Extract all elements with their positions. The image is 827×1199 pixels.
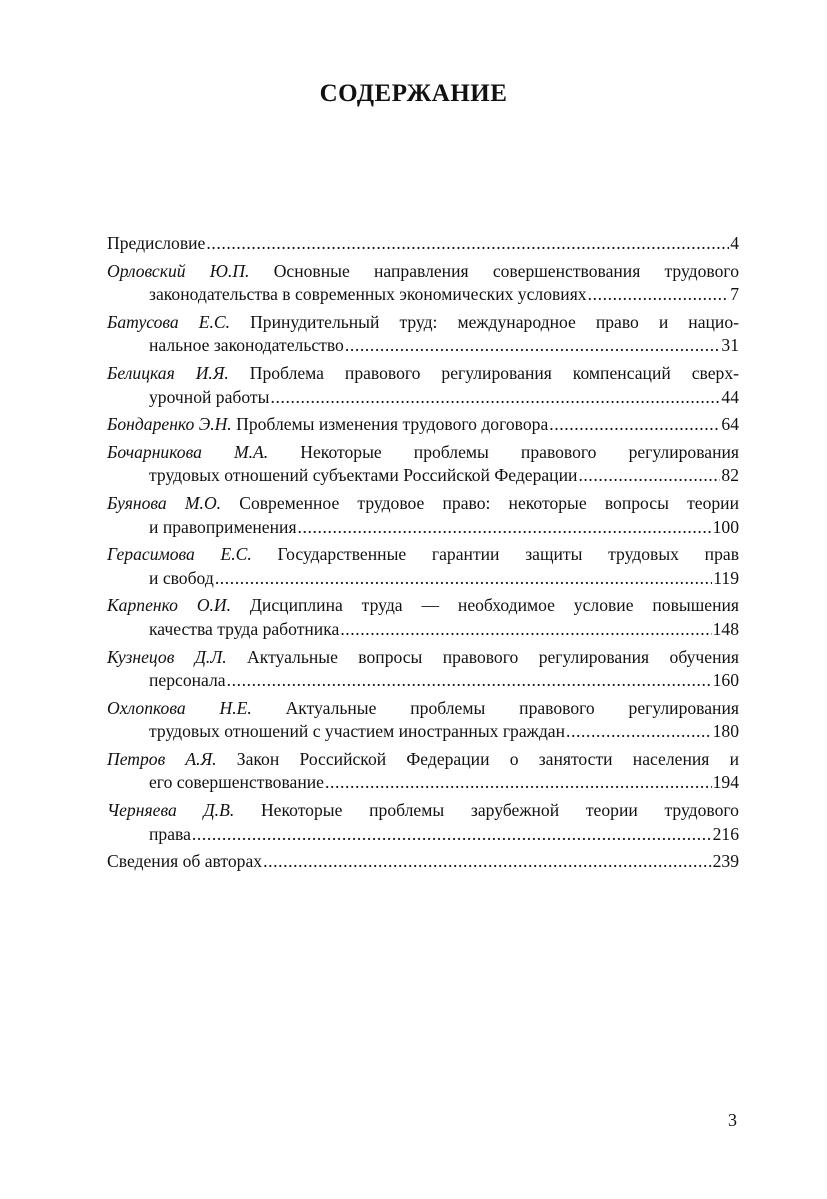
- toc-page-number: 148: [712, 618, 739, 639]
- toc-page-number: 239: [712, 851, 739, 872]
- toc-entry-title-continued: качества труда работника: [149, 618, 340, 639]
- toc-entry-title: Основные направления совершенствования трудового: [273, 260, 739, 281]
- toc-entry-title-continued: трудовых отношений с участием иностранных граждан: [149, 721, 565, 742]
- dot-leader: [227, 669, 712, 693]
- toc-entry-author: Герасимова Е.С.: [107, 544, 252, 565]
- toc-page-number: 7: [730, 284, 739, 305]
- toc-page-number: 160: [712, 670, 739, 691]
- toc-entry-author: Белицкая И.Я.: [107, 362, 229, 383]
- toc-entry-title: Проблемы изменения трудового договора: [236, 414, 549, 435]
- dot-leader: [566, 720, 712, 744]
- toc-entry-title-continued: нальное законодательство: [149, 335, 344, 356]
- toc-page-number: 180: [712, 721, 739, 742]
- toc-page-number: 216: [712, 823, 739, 844]
- toc-entry[interactable]: [107, 799, 739, 846]
- toc-entry[interactable]: [107, 850, 739, 874]
- toc-entry[interactable]: [107, 594, 739, 641]
- toc-entry-author: Карпенко О.И.: [107, 595, 232, 616]
- toc-page-number: 44: [721, 386, 739, 407]
- toc-entry[interactable]: [107, 748, 739, 795]
- toc-entry-author: Батусова Е.С.: [107, 311, 231, 332]
- toc-entry-author: Охлопкова Н.Е.: [107, 697, 252, 718]
- dot-leader: [192, 823, 712, 847]
- toc-entry-title-continued: трудовых отношений субъектами Российской Федерации: [149, 465, 578, 486]
- toc-page-number: 194: [712, 772, 739, 793]
- toc-entry-author: Петров А.Я.: [107, 748, 217, 769]
- toc-entry-title-continued: урочной работы: [149, 386, 270, 407]
- dot-leader: [345, 334, 721, 358]
- dot-leader: [298, 516, 712, 540]
- toc-entry[interactable]: [107, 646, 739, 693]
- toc-entry-author: Бочарникова М.А.: [107, 441, 269, 462]
- toc-entry-title: Закон Российской Федерации о занятости населения и: [236, 748, 739, 769]
- toc-entry-title-continued: и свобод: [149, 567, 214, 588]
- dot-leader: [549, 413, 720, 437]
- toc-entry[interactable]: [107, 543, 739, 590]
- toc-entry-title-continued: законодательства в современных экономических условиях: [149, 284, 587, 305]
- toc-entry-title: Дисциплина труда — необходимое условие повышения: [249, 595, 740, 616]
- toc-entry-title: Предисловие: [107, 233, 206, 253]
- toc-entry[interactable]: [107, 260, 739, 307]
- toc-entry-title: Некоторые проблемы зарубежной теории трудового: [260, 800, 739, 821]
- toc-entry-title: Государственные гарантии защиты трудовых прав: [277, 544, 739, 565]
- toc-entry-title: Актуальные проблемы правового регулирования: [285, 697, 739, 718]
- dot-leader: [263, 850, 712, 874]
- dot-leader: [270, 386, 720, 410]
- dot-leader: [340, 618, 711, 642]
- toc-entry[interactable]: [107, 232, 739, 256]
- dot-leader: [588, 283, 730, 307]
- toc-entry-author: Бондаренко Э.Н.: [107, 414, 232, 435]
- toc-page-number: 64: [721, 414, 739, 435]
- toc-entry-title-continued: персонала: [149, 670, 226, 691]
- toc-page-number: 100: [712, 516, 739, 537]
- toc-entry[interactable]: [107, 311, 739, 358]
- dot-leader: [325, 771, 712, 795]
- toc-entry-title: Сведения об авторах: [107, 851, 263, 872]
- toc-entry-title: Современное трудовое право: некоторые вопросы теории: [239, 492, 739, 513]
- toc-entry-title: Актуальные вопросы правового регулирования обучения: [247, 646, 739, 667]
- dot-leader: [215, 567, 712, 591]
- toc-entry-author: Черняева Д.В.: [107, 800, 235, 821]
- toc-entry-title-continued: права: [149, 823, 191, 844]
- toc-entry[interactable]: [107, 413, 739, 437]
- toc-entry-author: Буянова М.О.: [107, 492, 222, 513]
- page-number: 3: [728, 1110, 737, 1130]
- toc-entry[interactable]: [107, 441, 739, 488]
- dot-leader: [206, 232, 729, 256]
- toc-entry-title: Некоторые проблемы правового регулирования: [300, 441, 740, 462]
- toc-entry-title: Принудительный труд: международное право и нацио-: [250, 311, 739, 332]
- toc-entry[interactable]: [107, 492, 739, 539]
- toc-entry-title: Проблема правового регулирования компенсаций сверх-: [249, 362, 739, 383]
- toc-page-number: 82: [721, 465, 739, 486]
- toc-entry-title-continued: его совершенствование: [149, 772, 324, 793]
- page-title: СОДЕРЖАНИЕ: [319, 80, 508, 107]
- toc-page-number: 4: [730, 233, 739, 253]
- toc-page-number: 31: [721, 335, 739, 356]
- dot-leader: [578, 464, 720, 488]
- toc-entry-author: Кузнецов Д.Л.: [107, 646, 227, 667]
- toc-entry[interactable]: [107, 697, 739, 744]
- toc-page-number: 119: [713, 567, 739, 588]
- toc-entry-author: Орловский Ю.П.: [107, 260, 250, 281]
- toc-entry-title-continued: и правоприменения: [149, 516, 297, 537]
- toc-entry[interactable]: [107, 362, 739, 409]
- table-of-contents: [107, 232, 739, 878]
